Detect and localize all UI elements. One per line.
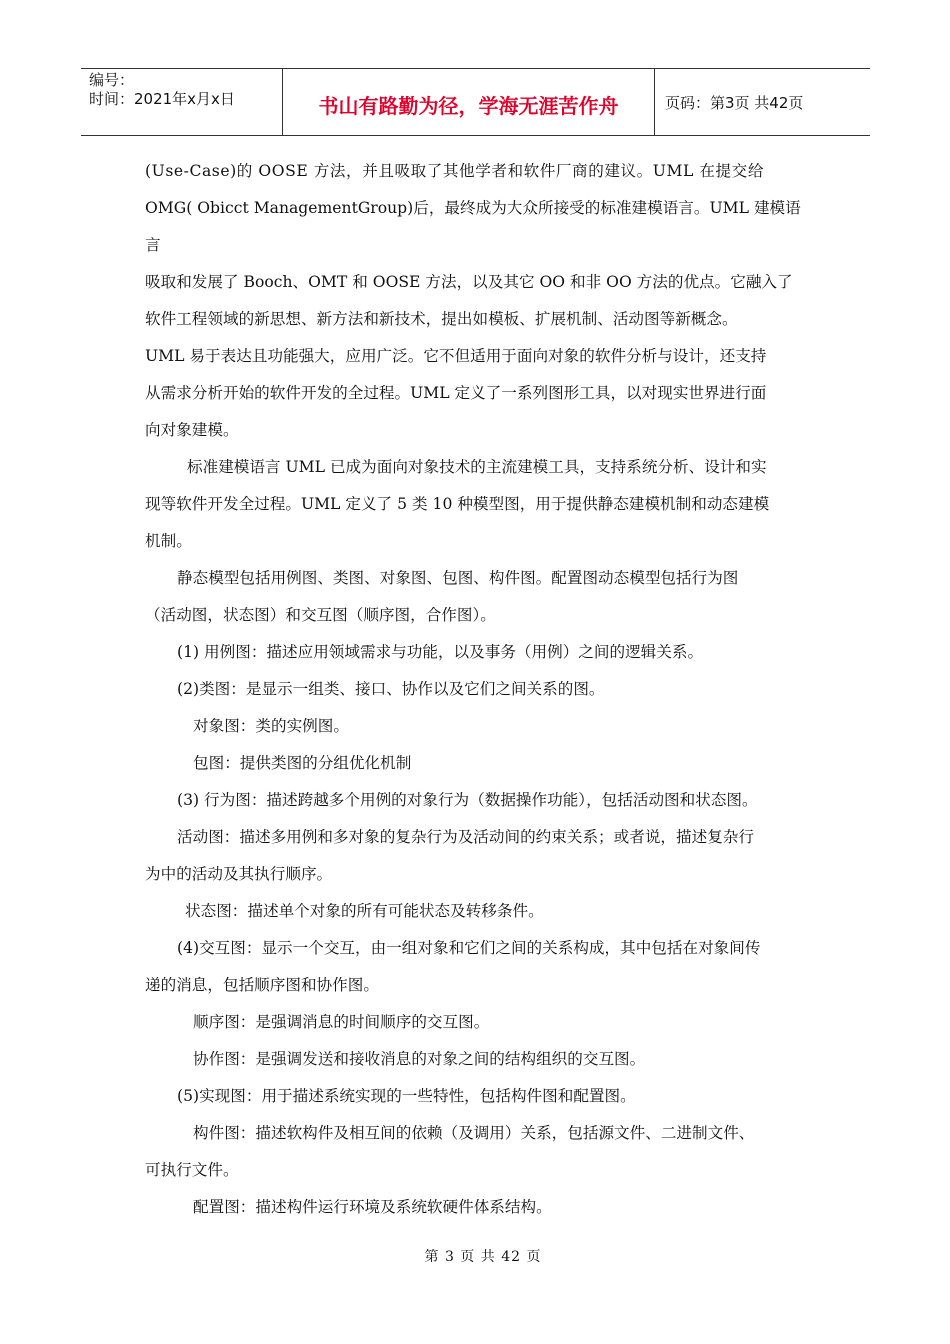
body-line: （活动图，状态图）和交互图（顺序图，合作图）。: [145, 606, 496, 624]
body-line: 可执行文件。: [145, 1161, 239, 1179]
body-line: 向对象建模。: [145, 421, 239, 439]
body-line: (3) 行为图：描述跨越多个用例的对象行为（数据操作功能），包括活动图和状态图。: [177, 791, 758, 809]
body-line: 现等软件开发全过程。UML 定义了 5 类 10 种模型图，用于提供静态建模机制和动态建模: [145, 495, 770, 513]
page-header: [81, 68, 870, 136]
body-line: (5)实现图：用于描述系统实现的一些特性，包括构件图和配置图。: [177, 1087, 636, 1105]
body-line: (4)交互图：显示一个交互，由一组对象和它们之间的关系构成，其中包括在对象间传: [177, 939, 761, 957]
body-line: 配置图：描述构件运行环境及系统软硬件体系结构。: [193, 1198, 552, 1216]
body-line: 状态图：描述单个对象的所有可能状态及转移条件。: [185, 902, 544, 920]
body-line: 从需求分析开始的软件开发的全过程。UML 定义了一系列图形工具，以对现实世界进行面: [145, 384, 767, 402]
body-line: UML 易于表达且功能强大，应用广泛。它不但适用于面向对象的软件分析与设计，还支持: [145, 347, 767, 365]
body-line: 递的消息，包括顺序图和协作图。: [145, 976, 379, 994]
body-line: 静态模型包括用例图、类图、对象图、包图、构件图。配置图动态模型包括行为图: [177, 569, 739, 587]
body-line: 顺序图：是强调消息的时间顺序的交互图。: [193, 1013, 490, 1031]
body-line: 活动图：描述多用例和多对象的复杂行为及活动间的约束关系；或者说，描述复杂行: [177, 828, 754, 846]
body-line: 软件工程领域的新思想、新方法和新技术，提出如模板、扩展机制、活动图等新概念。: [145, 310, 738, 328]
body-line: 协作图：是强调发送和接收消息的对象之间的结构组织的交互图。: [193, 1050, 646, 1068]
body-line: 标准建模语言 UML 已成为面向对象技术的主流建模工具，支持系统分析、设计和实: [187, 458, 767, 476]
header-motto: 书山有路勤为径，学海无涯苦作舟: [283, 69, 655, 135]
body-line: 为中的活动及其执行顺序。: [145, 865, 333, 883]
header-page-info: 页码：第3页 共42页: [665, 93, 804, 112]
body-line: 包图：提供类图的分组优化机制: [193, 754, 412, 772]
body-line: (2)类图：是显示一组类、接口、协作以及它们之间关系的图。: [177, 680, 605, 698]
document-date: 时间：2021年x月x日: [89, 90, 235, 108]
document-body: [145, 153, 810, 1226]
body-line: (1) 用例图：描述应用领域需求与功能，以及事务（用例）之间的逻辑关系。: [177, 643, 704, 661]
body-line: 机制。: [145, 532, 192, 550]
body-line: 吸取和发展了 Booch、OMT 和 OOSE 方法，以及其它 OO 和非 OO 方法的优点。它融入了: [145, 273, 793, 291]
page-footer: 第 3 页 共 42 页: [424, 1249, 542, 1265]
body-line: (Use-Case)的 OOSE 方法，并且吸取了其他学者和软件厂商的建议。UML 在提交给: [145, 162, 764, 180]
body-line: 对象图：类的实例图。: [193, 717, 349, 735]
body-line: 构件图：描述软构件及相互间的依赖（及调用）关系，包括源文件、二进制文件、: [193, 1124, 755, 1142]
document-number-label: 编号：: [89, 71, 135, 89]
header-meta: [81, 69, 283, 135]
body-line: OMG( Obicct ManagementGroup)后，最终成为大众所接受的标准建模语言。UML 建模语言: [145, 199, 801, 254]
